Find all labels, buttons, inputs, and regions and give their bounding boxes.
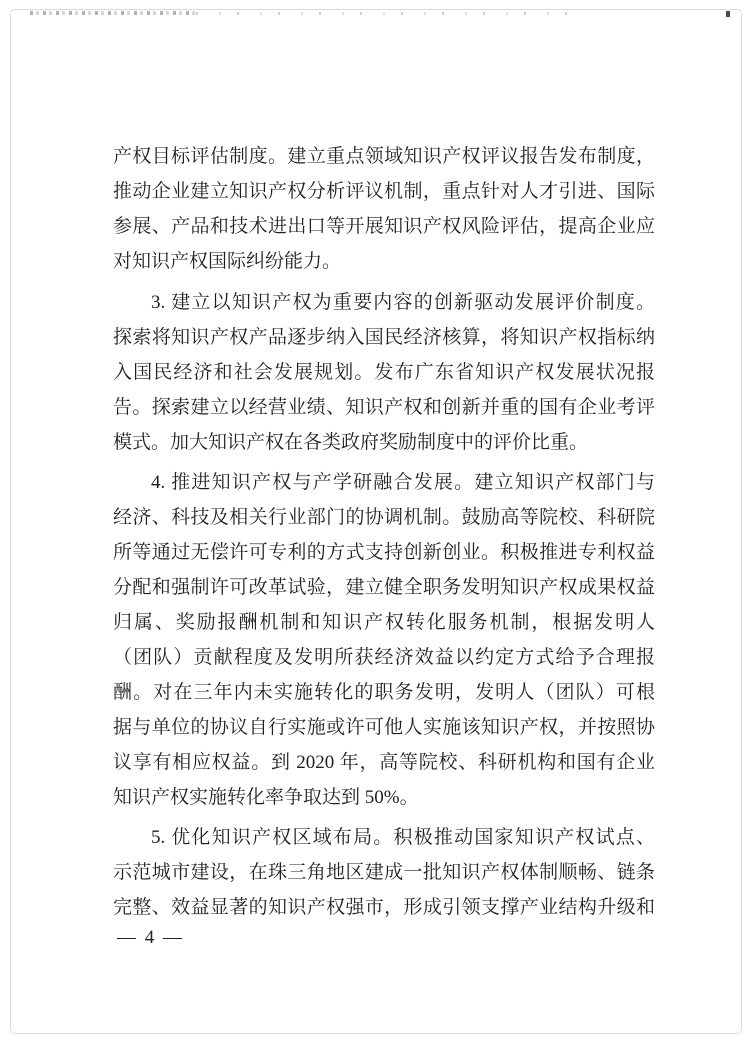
text-line: 经济、科技及相关行业部门的协调机制。鼓励高等院校、科研院 xyxy=(113,507,655,528)
paragraph-item-3 xyxy=(113,285,655,460)
text-line: 完整、效益显著的知识产权强市，形成引领支撑产业结构升级和 xyxy=(113,897,655,918)
text-line: 告。探索建立以经营业绩、知识产权和创新并重的国有企业考评 xyxy=(113,397,655,418)
text-line: 酬。对在三年内未实施转化的职务发明，发明人（团队）可根 xyxy=(113,682,655,703)
page-number: — 4 — xyxy=(117,927,184,948)
text-line: 参展、产品和技术进出口等开展知识产权风险评估，提高企业应 xyxy=(113,216,655,237)
text-line-item-5-heading: 5. 优化知识产权区域布局。积极推动国家知识产权试点、 xyxy=(151,827,655,848)
text-line-item-3-heading: 3. 建立以知识产权为重要内容的创新驱动发展评价制度。 xyxy=(151,292,655,313)
document-body xyxy=(113,139,655,925)
text-line: 议享有相应权益。到 2020 年，高等院校、科研机构和国有企业 xyxy=(113,752,655,773)
scan-artifact-left xyxy=(30,11,195,15)
paragraph-continuation xyxy=(113,139,655,279)
text-line: 归属、奖励报酬机制和知识产权转化服务机制，根据发明人 xyxy=(113,612,655,633)
text-line: 据与单位的协议自行实施或许可他人实施该知识产权，并按照协 xyxy=(113,717,655,738)
text-line: 所等通过无偿许可专利的方式支持创新创业。积极推进专利权益 xyxy=(113,542,655,563)
paragraph-item-4 xyxy=(113,465,655,815)
text-line: 探索将知识产权产品逐步纳入国民经济核算，将知识产权指标纳 xyxy=(113,327,655,348)
paragraph-item-5 xyxy=(113,820,655,925)
text-line: 对知识产权国际纠纷能力。 xyxy=(113,251,342,272)
text-line: 分配和强制许可改革试验，建立健全职务发明知识产权成果权益 xyxy=(113,577,655,598)
scan-artifact-dot xyxy=(726,11,730,17)
text-line: 模式。加大知识产权在各类政府奖励制度中的评价比重。 xyxy=(113,432,589,453)
text-line: 推动企业建立知识产权分析评议机制，重点针对人才引进、国际 xyxy=(113,181,655,202)
text-line: 入国民经济和社会发展规划。发布广东省知识产权发展状况报 xyxy=(113,362,655,383)
scan-artifact-right xyxy=(196,12,581,15)
text-line: 知识产权实施转化率争取达到 50%。 xyxy=(113,787,419,808)
text-line-item-4-heading: 4. 推进知识产权与产学研融合发展。建立知识产权部门与 xyxy=(151,472,655,493)
text-line: （团队）贡献程度及发明所获经济效益以约定方式给予合理报 xyxy=(113,647,655,668)
text-line: 产权目标评估制度。建立重点领域知识产权评议报告发布制度， xyxy=(113,146,655,167)
text-line: 示范城市建设，在珠三角地区建成一批知识产权体制顺畅、链条 xyxy=(113,862,655,883)
